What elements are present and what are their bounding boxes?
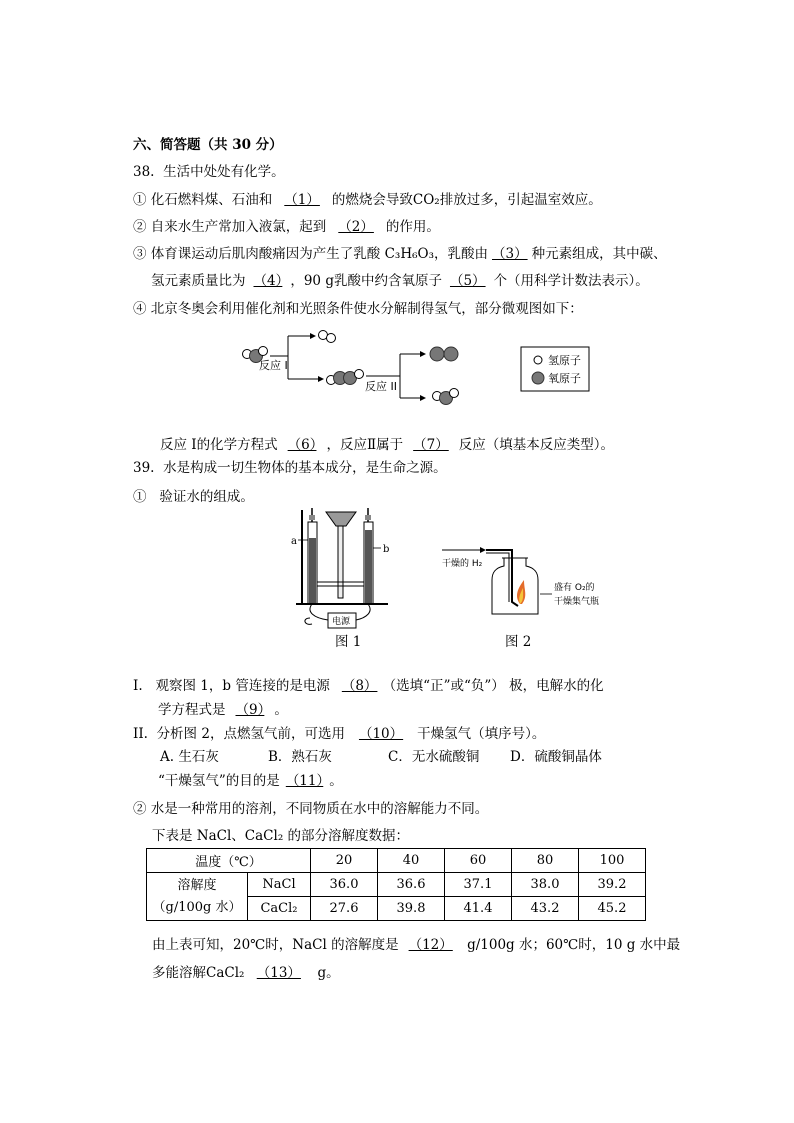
option-d[interactable]: D．硫酸铜晶体: [510, 749, 602, 765]
blank-7[interactable]: （7）: [413, 437, 449, 453]
hydrogen-atom: [450, 389, 459, 398]
question-text: 生活中处处有化学。: [163, 164, 285, 180]
solubility-table: [146, 848, 646, 921]
question-number: 38.: [133, 164, 155, 180]
item-text: 的燃烧会导致CO₂排放过多，引起温室效应。: [331, 192, 602, 208]
item-text: 北京冬奥会利用催化剂和光照条件使水分解制得氢气，部分微观图如下：: [150, 301, 583, 317]
table-cell: 37.1: [445, 873, 512, 897]
q39-part-1-line-2: [158, 701, 288, 719]
table-cell: 27.6: [311, 897, 378, 921]
table-cell-substance: CaCl₂: [248, 897, 311, 921]
q39-item-2: [133, 800, 488, 818]
item-text: 。: [274, 702, 288, 718]
table-cell: 36.0: [311, 873, 378, 897]
item-text: 自来水生产常加入液氯，起到: [150, 219, 327, 235]
figure-2-hydrogen-combustion: [440, 540, 620, 620]
q39-final-line-1: [152, 936, 680, 954]
item-text: 种元素组成，其中碳、: [531, 246, 667, 262]
item-mark: ②: [133, 801, 147, 817]
item-text: “干燥氢气”的目的是: [158, 773, 280, 789]
table-cell: 39.8: [378, 897, 445, 921]
section-title: 六、简答题（共 30 分）: [133, 137, 283, 153]
item-mark: ③: [133, 246, 147, 262]
item-text: 化石燃料煤、石油和: [150, 192, 273, 208]
question-number: 39.: [133, 460, 155, 476]
item-mark: I.: [133, 678, 143, 694]
q38-item-3-line-2: [151, 272, 649, 290]
oxygen-atom: [430, 347, 444, 361]
item-text: 氢元素质量比为: [151, 273, 246, 289]
table-cell-substance: NaCl: [248, 873, 311, 897]
item-text: 干燥氢气（填序号）。: [417, 726, 546, 742]
item-mark: ①: [133, 489, 147, 505]
item-text: 的作用。: [385, 219, 440, 235]
blank-12[interactable]: （12）: [408, 937, 453, 953]
item-mark: ②: [133, 219, 147, 235]
table-row-label: [147, 873, 248, 921]
item-text: 反应（填基本反应类型）。: [458, 437, 614, 453]
figure-1-electrolysis-apparatus: [288, 500, 403, 635]
blank-8[interactable]: （8）: [341, 678, 378, 694]
question-38-intro: [133, 163, 285, 181]
table-caption: 下表是 NaCl、CaCl₂ 的部分溶解度数据：: [152, 828, 410, 844]
blank-10[interactable]: （10）: [358, 726, 404, 742]
reaction-2-label: 反应 II: [365, 380, 397, 393]
question-text: 水是构成一切生物体的基本成分，是生命之源。: [163, 460, 447, 476]
q39-part-2: [133, 725, 545, 743]
item-text: g/100g 水；60℃时，10 g 水中最: [467, 937, 681, 953]
table-cell: 45.2: [579, 897, 646, 921]
legend-hydrogen-icon: [534, 356, 542, 364]
option-a[interactable]: A. 生石灰: [160, 749, 219, 765]
table-header-cell: 60: [445, 849, 512, 873]
q38-item-3-line-1: [133, 245, 667, 263]
table-cell: 43.2: [512, 897, 579, 921]
bottle-note-line-1: 盛有 O₂的: [554, 583, 595, 593]
table-header-cell: 100: [579, 849, 646, 873]
option-b[interactable]: B．熟石灰: [268, 749, 332, 765]
item-mark: ④: [133, 301, 147, 317]
item-text: 水是一种常用的溶剂，不同物质在水中的溶解能力不同。: [150, 801, 489, 817]
hydrogen-atom: [355, 370, 364, 379]
row-label-line-1: 溶解度: [177, 877, 217, 893]
item-text: 多能溶解CaCl₂: [152, 965, 245, 981]
item-text: 学方程式是: [158, 702, 226, 718]
oxygen-atom: [444, 347, 458, 361]
table-header-cell: 80: [512, 849, 579, 873]
table-header-cell: 20: [311, 849, 378, 873]
tube-b-label: b: [383, 544, 390, 555]
molecular-reaction-diagram: [230, 324, 600, 412]
item-text: 由上表可知，20℃时，NaCl 的溶解度是: [152, 937, 399, 953]
bottle-note-line-2: 干燥集气瓶: [554, 597, 600, 607]
table-header-label: 温度（℃）: [147, 849, 311, 873]
item-text: 观察图 1，b 管连接的是电源: [155, 678, 330, 694]
item-text: ，反应Ⅱ属于: [326, 437, 404, 453]
dry-h2-label: 干燥的 H₂: [442, 559, 483, 569]
option-c[interactable]: C．无水硫酸铜: [388, 749, 480, 765]
hydrogen-atom: [327, 334, 336, 343]
power-label: 电源: [332, 617, 351, 627]
item-text: 个（用科学计数法表示）。: [493, 273, 649, 289]
item-text: （选填“正”或“负”） 极，电解水的化: [389, 678, 604, 694]
q39-final-line-2: [152, 964, 340, 982]
item-text: g。: [317, 965, 340, 981]
item-text: 体育课运动后肌肉酸痛因为产生了乳酸 C₃H₆O₃，乳酸由: [150, 246, 488, 262]
tube-a-label: a: [291, 536, 297, 547]
item-text: 反应 I的化学方程式: [160, 437, 278, 453]
q39-part-2-purpose: [158, 772, 343, 790]
item-text: 分析图 2，点燃氢气前，可选用: [156, 726, 345, 742]
question-39-intro: [133, 459, 447, 477]
q38-item-2: [133, 218, 440, 236]
blank-6[interactable]: （6）: [287, 437, 317, 453]
blank-3[interactable]: （3）: [492, 246, 528, 262]
item-text: ，90 g乳酸中约含氧原子: [290, 273, 442, 289]
blank-11[interactable]: （11）: [285, 773, 324, 789]
table-cell: 36.6: [378, 873, 445, 897]
blank-1[interactable]: （1）: [284, 192, 320, 208]
q38-after-diagram: [160, 436, 614, 454]
blank-5[interactable]: （5）: [449, 273, 486, 289]
row-label-line-2: （g/100g 水）: [152, 899, 242, 915]
q39-item-1: [133, 488, 254, 506]
item-text: 验证水的组成。: [159, 489, 254, 505]
q38-item-1: [133, 191, 602, 209]
legend-oxygen-label: 氧原子: [548, 372, 581, 385]
legend-oxygen-icon: [532, 372, 544, 384]
item-mark: ①: [133, 192, 147, 208]
q39-part-1-line-1: [133, 677, 604, 695]
table-cell: 38.0: [512, 873, 579, 897]
reaction-1-label: 反应 I: [259, 359, 288, 372]
blank-4[interactable]: （4）: [253, 273, 283, 289]
table-row: [147, 873, 646, 897]
legend-hydrogen-label: 氢原子: [548, 354, 581, 367]
figure-1-caption: 图 1: [335, 634, 362, 650]
table-header-cell: 40: [378, 849, 445, 873]
hydrogen-atom: [259, 347, 268, 356]
blank-2[interactable]: （2）: [338, 219, 374, 235]
figure-2-caption: 图 2: [505, 634, 532, 650]
blank-13[interactable]: （13）: [256, 965, 301, 981]
q38-item-4: [133, 300, 583, 318]
table-header-row: [147, 849, 646, 873]
table-cell: 39.2: [579, 873, 646, 897]
table-cell: 41.4: [445, 897, 512, 921]
item-text: 。: [329, 773, 343, 789]
item-mark: II.: [133, 726, 148, 742]
blank-9[interactable]: （9）: [235, 702, 265, 718]
